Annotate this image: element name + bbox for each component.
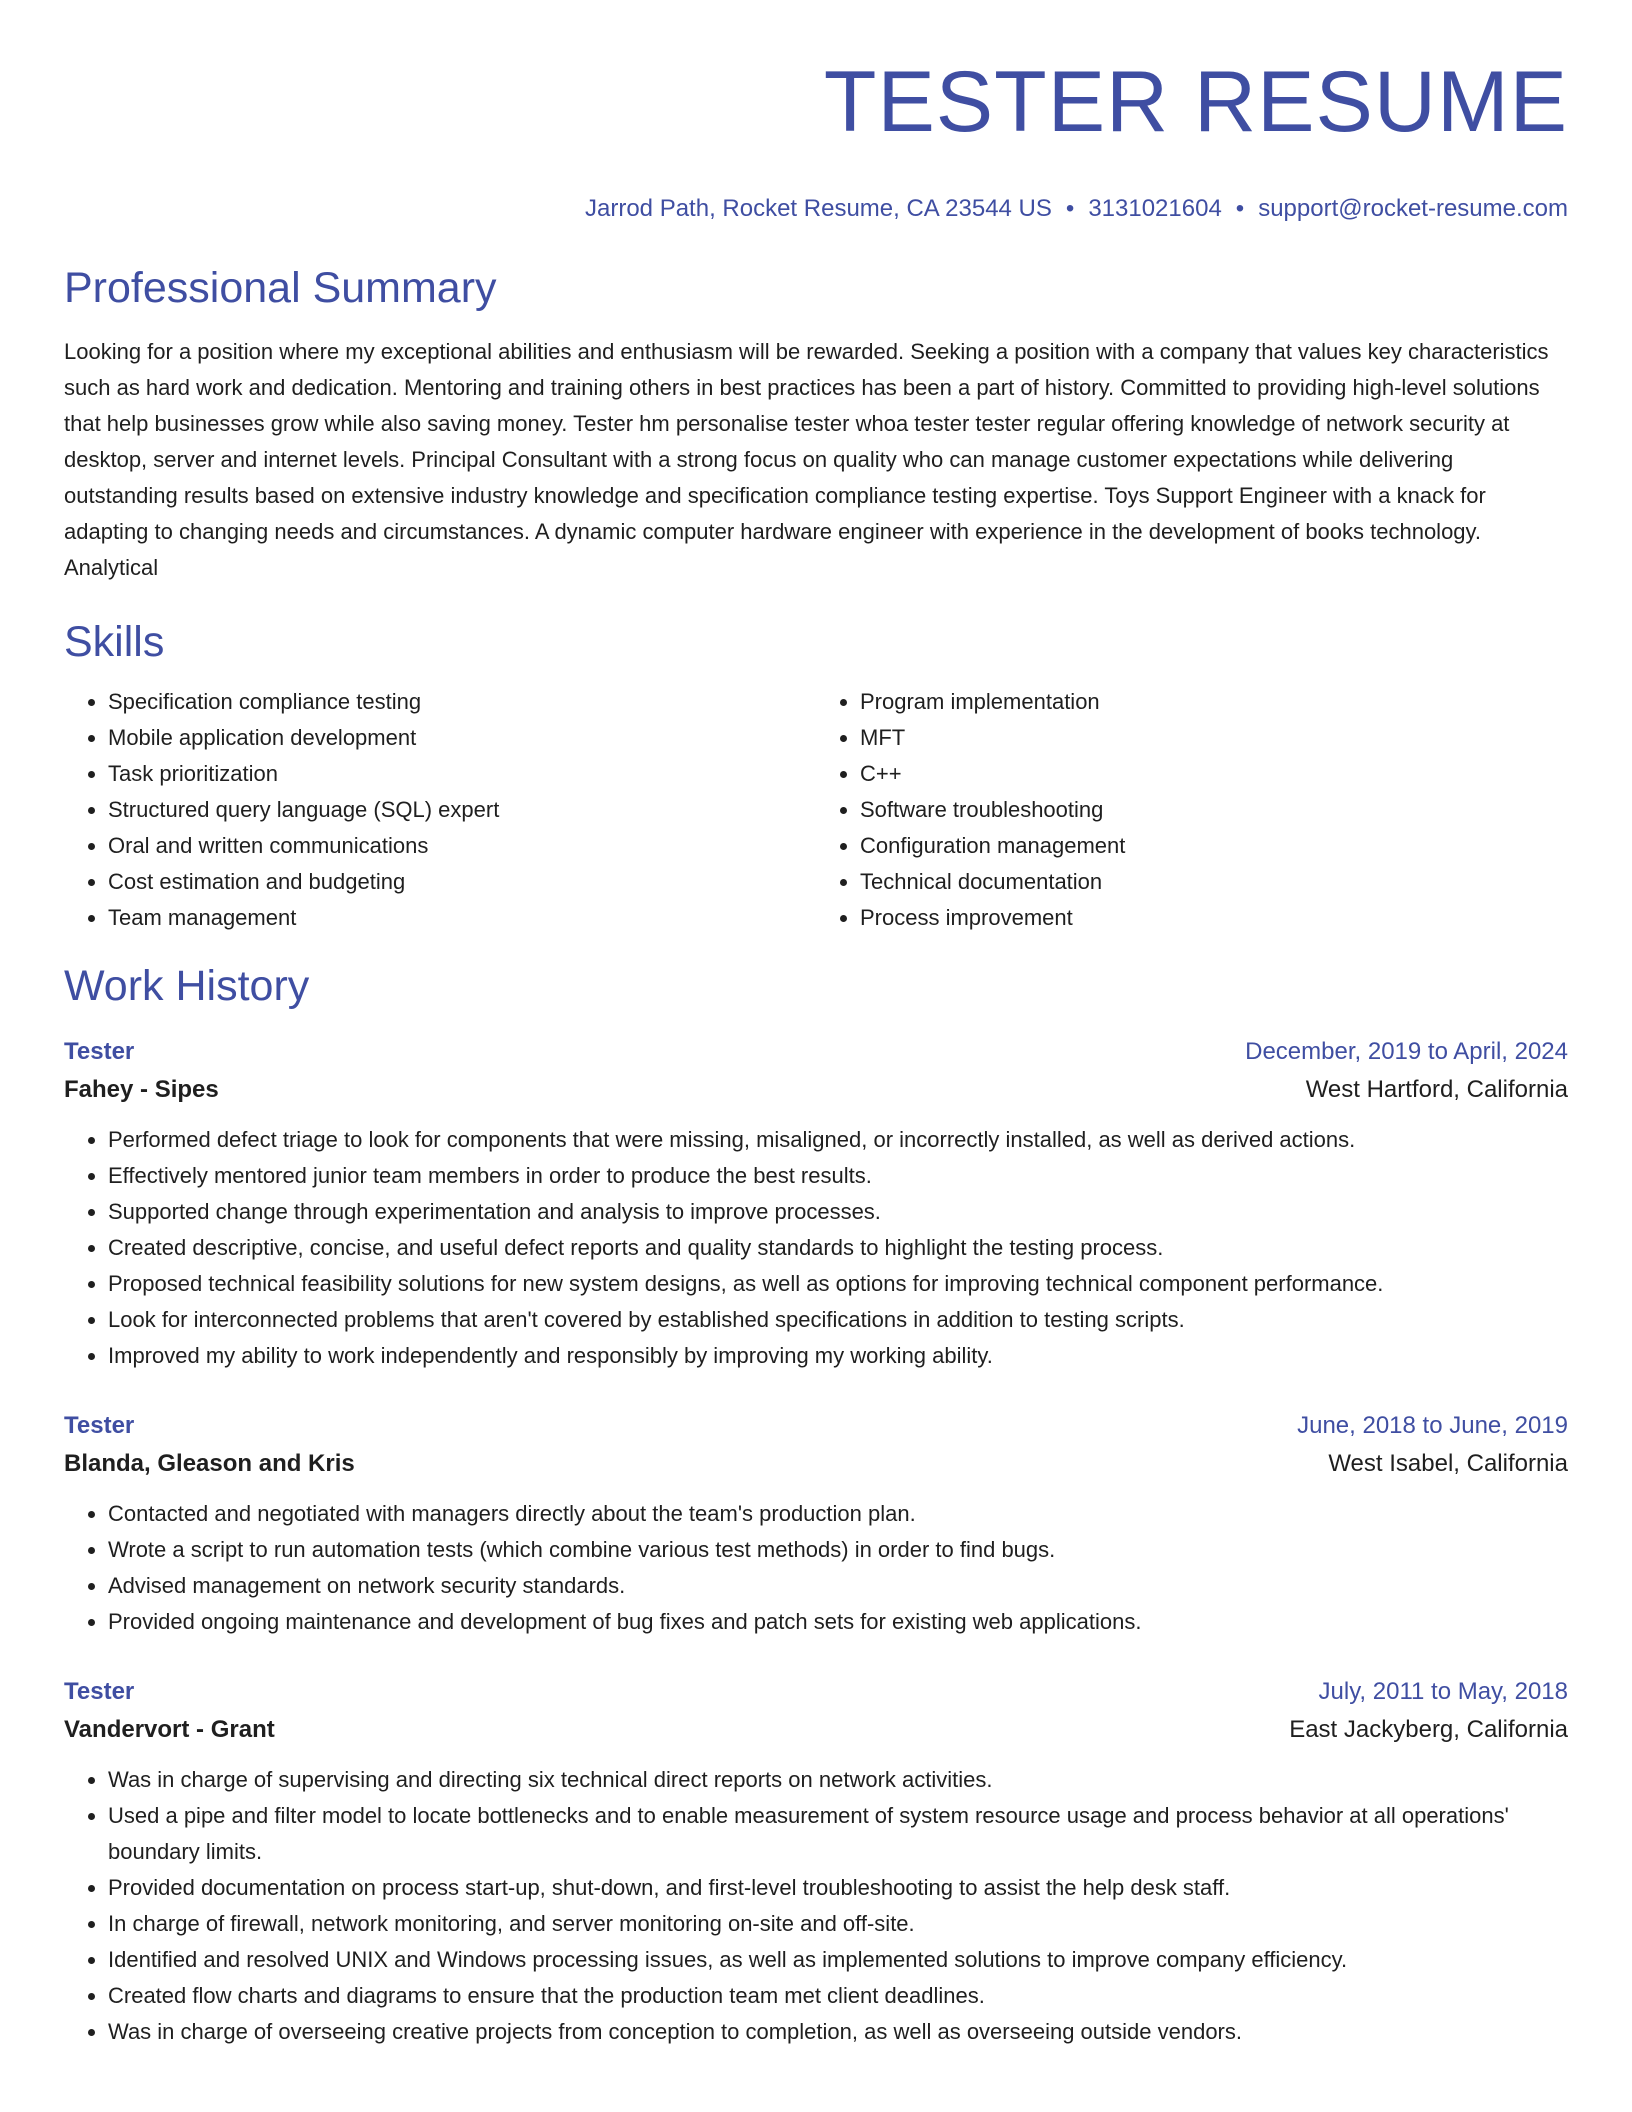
contact-separator: • — [1065, 195, 1075, 222]
resume-header — [64, 0, 1568, 224]
contact-address: Jarrod Path, Rocket Resume, CA 23544 US — [585, 195, 1052, 222]
duty-item: • In charge of firewall, network monitoring, and server monitoring on-site and off-site. — [108, 1906, 1568, 1942]
job-title-row — [64, 1034, 1568, 1070]
duty-item: • Identified and resolved UNIX and Windows processing issues, as well as implemented solutions to improve company efficiency. — [108, 1942, 1568, 1978]
job-company: Blanda, Gleason and Kris — [64, 1450, 355, 1477]
job-company: Vandervort - Grant — [64, 1716, 275, 1743]
resume-name: TESTER RESUME — [823, 54, 1568, 150]
job-role: Tester — [64, 1412, 135, 1439]
job-duties — [64, 1762, 1568, 2050]
job-entry — [64, 1034, 1568, 1374]
skills-column-left — [64, 684, 816, 936]
duty-item: • Wrote a script to run automation tests (which combine various test methods) in order to find bugs. — [108, 1532, 1568, 1568]
job-company-row — [64, 1710, 1568, 1750]
summary-text: Looking for a position where my exceptional abilities and enthusiasm will be rewarded. Seeking a position with a company that values key characteristics such as hard work and dedication. Mentoring and training others in best practices has been a part of history. Committed to providing high-level solutions that help businesses grow while also saving money. Tester hm personalise tester whoa tester tester regular offering knowledge of network security at desktop, server and internet levels. Principal Consultant with a strong focus on quality who can manage customer expectations while delivering outstanding results based on extensive industry knowledge and specification compliance testing expertise. Toys Support Engineer with a knack for adapting to changing needs and circumstances. A dynamic computer hardware engineer with experience in the development of books technology. Analytical — [64, 339, 1549, 580]
job-duties — [64, 1122, 1568, 1374]
job-entry — [64, 1674, 1568, 2050]
skill-item: • C++ — [860, 756, 1568, 792]
skill-item: • Program implementation — [860, 684, 1568, 720]
duty-item: • Advised management on network security standards. — [108, 1568, 1568, 1604]
job-title-row — [64, 1674, 1568, 1710]
work-history-heading: Work History — [64, 962, 310, 1010]
duty-item: • Contacted and negotiated with managers directly about the team's production plan. — [108, 1496, 1568, 1532]
skills-heading: Skills — [64, 618, 165, 666]
job-location: West Hartford, California — [1305, 1076, 1568, 1103]
duty-item: • Used a pipe and filter model to locate bottlenecks and to enable measurement of system resource usage and process behavior at all operations' boundary limits. — [108, 1798, 1568, 1870]
skill-item: • Specification compliance testing — [108, 684, 816, 720]
job-role: Tester — [64, 1038, 135, 1065]
contact-phone: 3131021604 — [1088, 195, 1222, 222]
duty-item: • Look for interconnected problems that aren't covered by established specifications in addition to testing scripts. — [108, 1302, 1568, 1338]
skills-list — [64, 684, 1568, 936]
job-entry — [64, 1408, 1568, 1640]
contact-email[interactable]: support@rocket-resume.com — [1258, 195, 1568, 222]
skill-item: • Software troubleshooting — [860, 792, 1568, 828]
job-dates: June, 2018 to June, 2019 — [1297, 1412, 1568, 1439]
duty-item: • Provided ongoing maintenance and development of bug fixes and patch sets for existing web applications. — [108, 1604, 1568, 1640]
work-history-list — [64, 1034, 1568, 2050]
duty-item: • Improved my ability to work independently and responsibly by improving my working ability. — [108, 1338, 1568, 1374]
contact-separator: • — [1235, 195, 1245, 222]
contact-line — [64, 194, 1568, 224]
duty-item: • Created descriptive, concise, and useful defect reports and quality standards to highlight the testing process. — [108, 1230, 1568, 1266]
skill-item: • Task prioritization — [108, 756, 816, 792]
summary-heading: Professional Summary — [64, 264, 497, 312]
skill-item: • Process improvement — [860, 900, 1568, 936]
job-dates: December, 2019 to April, 2024 — [1245, 1038, 1568, 1065]
skill-item: • Team management — [108, 900, 816, 936]
job-role: Tester — [64, 1678, 135, 1705]
job-duties — [64, 1496, 1568, 1640]
duty-item: • Effectively mentored junior team members in order to produce the best results. — [108, 1158, 1568, 1194]
job-location: West Isabel, California — [1328, 1450, 1568, 1477]
skill-item: • Configuration management — [860, 828, 1568, 864]
skill-item: • Oral and written communications — [108, 828, 816, 864]
skill-item: • Mobile application development — [108, 720, 816, 756]
duty-item: • Supported change through experimentation and analysis to improve processes. — [108, 1194, 1568, 1230]
skills-column-right — [816, 684, 1568, 936]
duty-item: • Performed defect triage to look for components that were missing, misaligned, or incorrectly installed, as well as derived actions. — [108, 1122, 1568, 1158]
duty-item: • Was in charge of supervising and directing six technical direct reports on network activities. — [108, 1762, 1568, 1798]
duty-item: • Was in charge of overseeing creative projects from conception to completion, as well as overseeing outside vendors. — [108, 2014, 1568, 2050]
job-company-row — [64, 1070, 1568, 1110]
skill-item: • MFT — [860, 720, 1568, 756]
duty-item: • Created flow charts and diagrams to ensure that the production team met client deadlines. — [108, 1978, 1568, 2014]
job-location: East Jackyberg, California — [1289, 1716, 1568, 1743]
skill-item: • Technical documentation — [860, 864, 1568, 900]
job-company-row — [64, 1444, 1568, 1484]
job-dates: July, 2011 to May, 2018 — [1318, 1678, 1568, 1705]
duty-item: • Provided documentation on process start-up, shut-down, and first-level troubleshooting to assist the help desk staff. — [108, 1870, 1568, 1906]
duty-item: • Proposed technical feasibility solutions for new system designs, as well as options for improving technical component performance. — [108, 1266, 1568, 1302]
job-company: Fahey - Sipes — [64, 1076, 219, 1103]
job-title-row — [64, 1408, 1568, 1444]
skill-item: • Structured query language (SQL) expert — [108, 792, 816, 828]
skill-item: • Cost estimation and budgeting — [108, 864, 816, 900]
